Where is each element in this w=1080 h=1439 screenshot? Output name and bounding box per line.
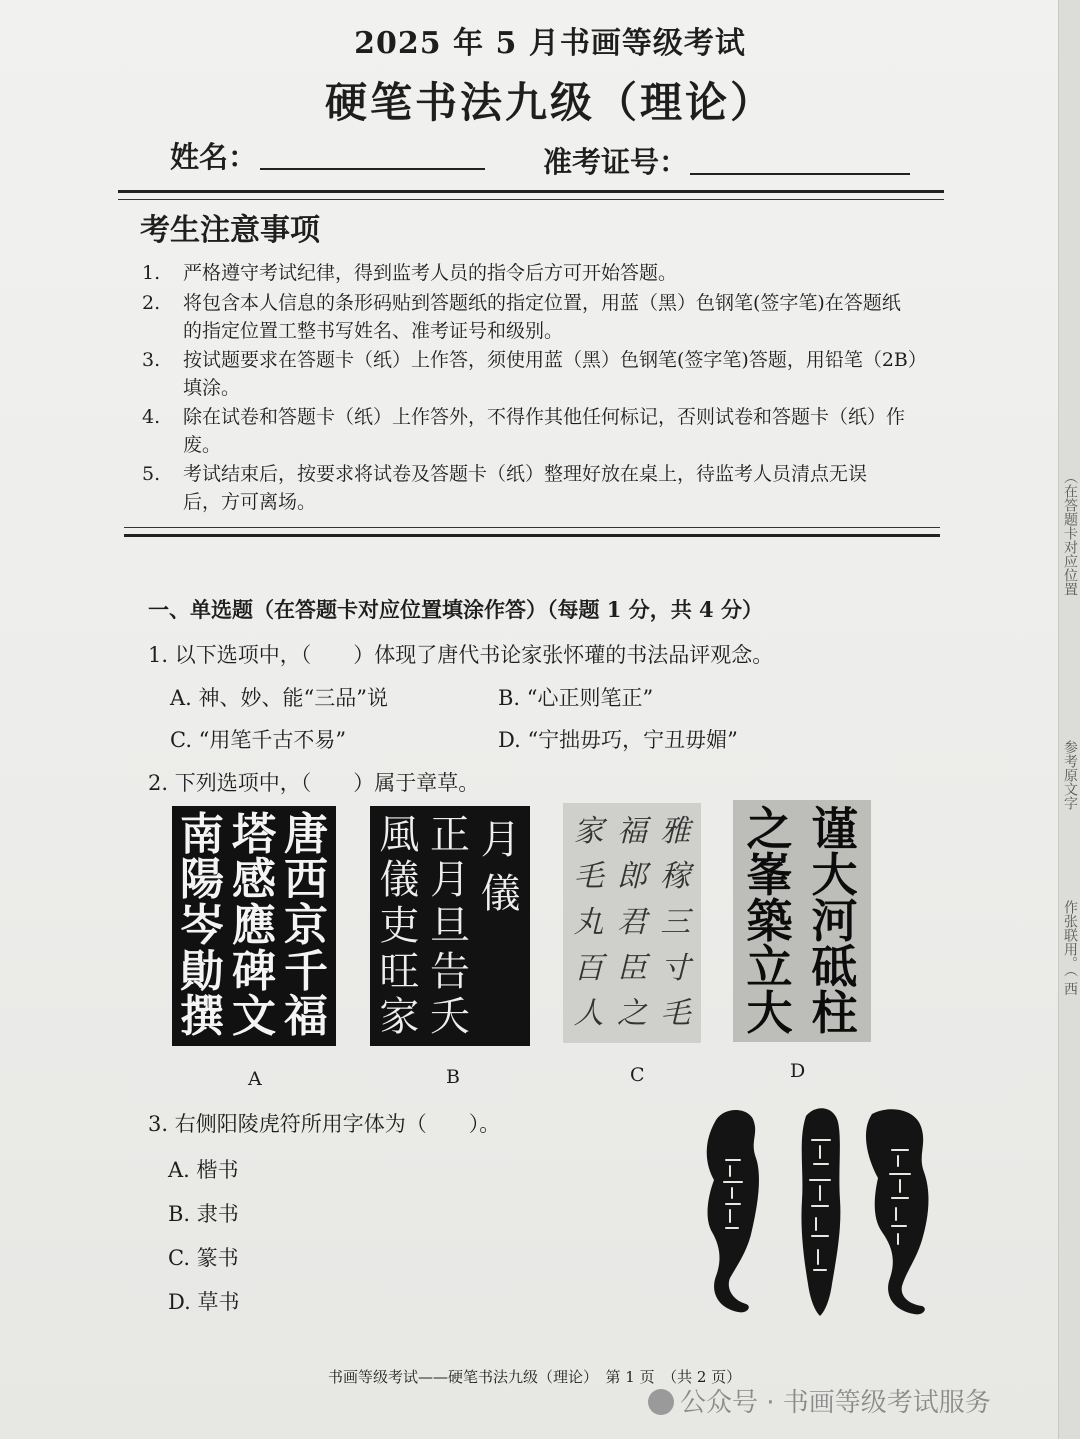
notice-title: 考生注意事项 bbox=[140, 213, 320, 248]
calligraphy-image-b bbox=[370, 806, 530, 1046]
calligraphy-char: 南 bbox=[180, 808, 224, 860]
calligraphy-char: 正 bbox=[429, 811, 470, 858]
calligraphy-column bbox=[574, 809, 604, 1037]
calligraphy-column bbox=[481, 812, 521, 1040]
q3-option-d: D. 草书 bbox=[168, 1290, 240, 1314]
notice-num: 3. bbox=[142, 349, 161, 371]
calligraphy-column bbox=[660, 809, 690, 1037]
notice-line: 填涂。 bbox=[183, 377, 241, 399]
notice-item-3 bbox=[183, 346, 953, 402]
calligraphy-char: 月 bbox=[429, 857, 470, 904]
calligraphy-char: 陽 bbox=[180, 854, 224, 906]
question-2: 2. 下列选项中，（ ）属于章草。 bbox=[148, 771, 480, 795]
calligraphy-char: 家 bbox=[573, 813, 604, 849]
calligraphy-char: 塔 bbox=[232, 808, 276, 860]
edge-text: （在答题卡对应位置 bbox=[1062, 470, 1078, 596]
exam-id-blank[interactable] bbox=[690, 173, 910, 175]
calligraphy-char: 千 bbox=[284, 945, 328, 997]
calligraphy-column bbox=[180, 808, 224, 1043]
edge-text: 参考原文字 bbox=[1062, 740, 1078, 810]
name-blank[interactable] bbox=[260, 168, 485, 170]
notice-line: 考试结束后，按要求将试卷及答题卡（纸）整理好放在桌上，待监考人员清点无误 bbox=[183, 463, 868, 485]
notice-line: 除在试卷和答题卡（纸）上作答外，不得作其他任何标记，否则试卷和答题卡（纸）作 bbox=[183, 406, 906, 428]
image-label-b: B bbox=[446, 1066, 460, 1088]
calligraphy-char: 柱 bbox=[811, 986, 858, 1040]
calligraphy-char: 河 bbox=[811, 894, 858, 948]
calligraphy-char: 福 bbox=[616, 813, 647, 849]
exam-subtitle: 硬笔书法九级（理论） bbox=[324, 78, 775, 127]
q1-option-a: A. 神、妙、能“三品”说 bbox=[170, 686, 388, 710]
calligraphy-char: 人 bbox=[573, 996, 604, 1032]
calligraphy-char: 之 bbox=[746, 802, 793, 856]
question-3: 3. 右侧阳陵虎符所用字体为（ ）。 bbox=[148, 1112, 501, 1136]
notice-num: 5. bbox=[142, 463, 161, 485]
notice-item-1 bbox=[183, 259, 953, 287]
calligraphy-char: 寸 bbox=[660, 950, 691, 986]
calligraphy-column bbox=[811, 802, 858, 1040]
notice-line: 的指定位置工整书写姓名、准考证号和级别。 bbox=[183, 320, 564, 342]
calligraphy-column bbox=[746, 802, 793, 1040]
calligraphy-char: 旺 bbox=[379, 948, 420, 995]
calligraphy-column bbox=[379, 812, 419, 1040]
notice-item-2 bbox=[183, 289, 953, 345]
image-label-a: A bbox=[248, 1068, 262, 1090]
divider bbox=[118, 199, 944, 200]
calligraphy-char: 西 bbox=[284, 854, 328, 906]
q1-option-c: C. “用笔千古不易” bbox=[170, 728, 347, 752]
calligraphy-char: 峯 bbox=[746, 848, 793, 902]
calligraphy-char: 旦 bbox=[429, 902, 470, 949]
q3-option-b: B. 隶书 bbox=[168, 1202, 239, 1226]
calligraphy-char: 儀 bbox=[379, 857, 420, 904]
notice-num: 1. bbox=[142, 262, 161, 284]
image-label-d: D bbox=[790, 1060, 806, 1082]
q3-option-c: C. 篆书 bbox=[168, 1246, 239, 1270]
calligraphy-char: 君 bbox=[616, 904, 647, 940]
divider bbox=[124, 527, 940, 528]
notice-item-5 bbox=[183, 460, 953, 516]
calligraphy-char: 撰 bbox=[180, 991, 224, 1043]
calligraphy-char: 築 bbox=[746, 894, 793, 948]
edge-text: 作张联用。（ 西 bbox=[1062, 900, 1078, 996]
calligraphy-char: 郎 bbox=[616, 859, 647, 895]
watermark bbox=[648, 1382, 991, 1419]
calligraphy-char: 儀 bbox=[480, 871, 521, 917]
calligraphy-column bbox=[617, 809, 647, 1037]
calligraphy-char: 碑 bbox=[232, 945, 276, 997]
divider bbox=[124, 534, 940, 537]
notice-num: 2. bbox=[142, 292, 161, 314]
divider bbox=[118, 190, 944, 193]
calligraphy-char: 臣 bbox=[616, 950, 647, 986]
calligraphy-char: 文 bbox=[232, 991, 276, 1043]
calligraphy-char: 砥 bbox=[811, 940, 858, 994]
notice-line: 将包含本人信息的条形码贴到答题纸的指定位置，用蓝（黑）色钢笔(签字笔)在答题纸 bbox=[183, 292, 901, 314]
calligraphy-char: 毛 bbox=[660, 996, 691, 1032]
calligraphy-char: 之 bbox=[616, 996, 647, 1032]
calligraphy-column bbox=[430, 812, 470, 1040]
calligraphy-char: 立 bbox=[746, 940, 793, 994]
page-footer: 书画等级考试——硬笔书法九级（理论） 第 1 页 （共 2 页） bbox=[328, 1368, 742, 1386]
notice-line: 严格遵守考试纪律，得到监考人员的指令后方可开始答题。 bbox=[183, 262, 678, 284]
notice-line: 按试题要求在答题卡（纸）上作答，须使用蓝（黑）色钢笔(签字笔)答题，用铅笔（2B） bbox=[183, 349, 927, 371]
calligraphy-char: 岑 bbox=[180, 899, 224, 951]
calligraphy-char: 福 bbox=[284, 991, 328, 1043]
notice-item-4 bbox=[183, 403, 953, 459]
calligraphy-char: 應 bbox=[232, 899, 276, 951]
calligraphy-char: 勛 bbox=[180, 945, 224, 997]
calligraphy-image-a bbox=[172, 806, 336, 1046]
watermark-text: 公众号 · 书画等级考试服务 bbox=[680, 1388, 991, 1418]
q3-option-a: A. 楷书 bbox=[168, 1158, 239, 1182]
calligraphy-char: 唐 bbox=[284, 808, 328, 860]
calligraphy-char: 家 bbox=[379, 994, 420, 1041]
calligraphy-column bbox=[284, 808, 328, 1043]
exam-id-label: 准考证号： bbox=[543, 145, 689, 179]
calligraphy-char: 夭 bbox=[429, 994, 470, 1041]
calligraphy-char: 京 bbox=[284, 899, 328, 951]
calligraphy-char: 雅 bbox=[660, 813, 691, 849]
calligraphy-char: 感 bbox=[232, 854, 276, 906]
notice-line: 后，方可离场。 bbox=[183, 491, 317, 513]
adjacent-page-edge bbox=[1058, 0, 1080, 1439]
calligraphy-char: 谨 bbox=[811, 802, 858, 856]
calligraphy-char: 月 bbox=[480, 817, 521, 863]
calligraphy-image-c bbox=[563, 803, 701, 1043]
section-title: 一、单选题（在答题卡对应位置填涂作答）（每题 1 分，共 4 分） bbox=[148, 597, 763, 622]
calligraphy-column bbox=[232, 808, 276, 1043]
calligraphy-char: 稼 bbox=[660, 859, 691, 895]
tiger-tally-image bbox=[696, 1100, 946, 1320]
name-label: 姓名： bbox=[170, 140, 258, 174]
exam-title: 2025 年 5 月书画等级考试 bbox=[354, 26, 746, 61]
calligraphy-char: 大 bbox=[746, 986, 793, 1040]
calligraphy-char: 三 bbox=[660, 904, 691, 940]
notice-num: 4. bbox=[142, 406, 161, 428]
wechat-icon bbox=[648, 1389, 674, 1415]
q1-option-d: D. “宁拙毋巧，宁丑毋媚” bbox=[498, 728, 738, 752]
question-1: 1. 以下选项中，（ ）体现了唐代书论家张怀瓘的书法品评观念。 bbox=[148, 643, 774, 667]
calligraphy-image-d bbox=[733, 800, 871, 1042]
calligraphy-char: 丸 bbox=[573, 904, 604, 940]
calligraphy-char: 吏 bbox=[379, 902, 420, 949]
q1-option-b: B. “心正则笔正” bbox=[498, 686, 654, 710]
image-label-c: C bbox=[630, 1064, 645, 1086]
calligraphy-char: 告 bbox=[429, 948, 470, 995]
calligraphy-char: 百 bbox=[573, 950, 604, 986]
calligraphy-char: 風 bbox=[379, 811, 420, 858]
calligraphy-char: 大 bbox=[811, 848, 858, 902]
calligraphy-char: 毛 bbox=[573, 859, 604, 895]
notice-line: 废。 bbox=[183, 434, 222, 456]
